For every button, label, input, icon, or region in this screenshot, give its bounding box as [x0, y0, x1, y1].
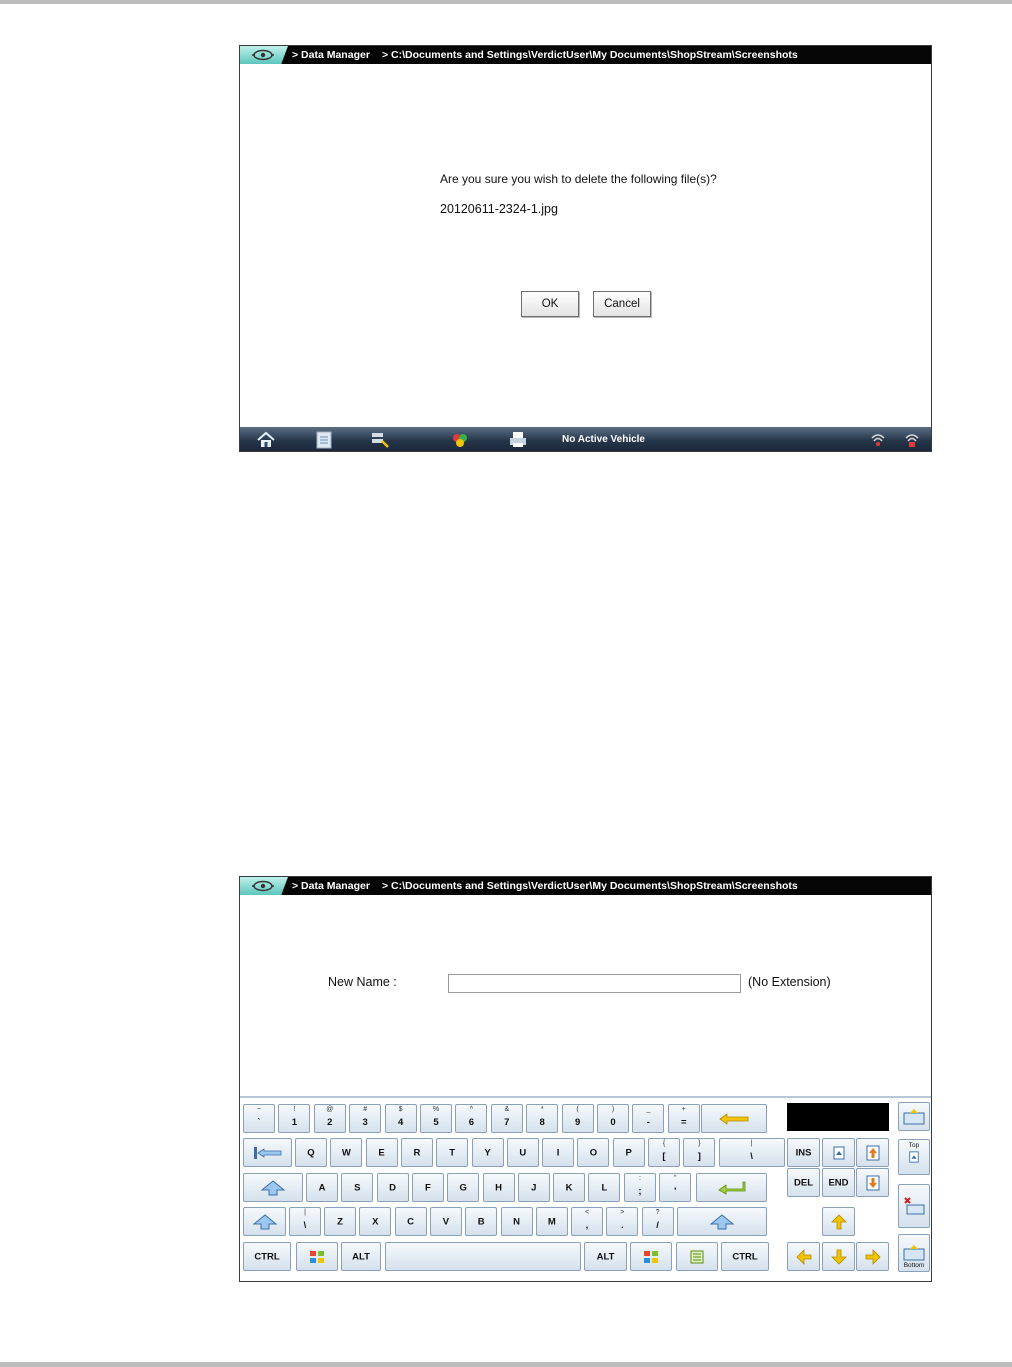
- key-shift-label: @: [326, 1106, 334, 1113]
- printer-icon[interactable]: [508, 430, 528, 449]
- key-v[interactable]: [430, 1207, 462, 1236]
- key-symbol-1[interactable]: [683, 1138, 715, 1167]
- key-1[interactable]: [278, 1104, 310, 1133]
- key-shift-label: *: [540, 1106, 544, 1113]
- key-symbol-r3-0[interactable]: [624, 1173, 656, 1202]
- key-main-label: ': [674, 1186, 677, 1197]
- key-main-label: -: [646, 1117, 650, 1128]
- key-shift-label: ): [611, 1106, 615, 1113]
- color-palette-icon[interactable]: [450, 430, 470, 449]
- arrow-down-key[interactable]: [822, 1242, 855, 1271]
- key-label: I: [556, 1147, 560, 1158]
- key-main-label: 2: [327, 1117, 333, 1128]
- enter-key[interactable]: [696, 1173, 767, 1202]
- key-label: G: [459, 1182, 467, 1193]
- page-up-key[interactable]: [856, 1138, 889, 1167]
- caps-lock-key[interactable]: [243, 1173, 303, 1202]
- key-w[interactable]: [330, 1138, 362, 1167]
- key-main-label: 9: [574, 1117, 581, 1128]
- delete-confirm-screen: [239, 45, 932, 452]
- key-main-label: 3: [362, 1117, 368, 1128]
- right-shift-key[interactable]: [677, 1207, 767, 1236]
- key-label: C: [407, 1216, 415, 1227]
- key-main-label: /: [656, 1220, 659, 1231]
- key-4[interactable]: [385, 1104, 417, 1133]
- ok-button[interactable]: OK: [521, 291, 579, 317]
- key-symbol-r3-1[interactable]: [659, 1173, 691, 1202]
- key-label: V: [442, 1216, 450, 1227]
- key-label: END: [828, 1177, 849, 1188]
- key-main-label: 0: [610, 1117, 616, 1128]
- key-8[interactable]: [526, 1104, 558, 1133]
- key-r[interactable]: [401, 1138, 433, 1167]
- end-key[interactable]: [822, 1168, 855, 1197]
- vehicle-status: No Active Vehicle: [562, 434, 645, 445]
- key-shift-label: <: [584, 1209, 590, 1216]
- key-shift-label: %: [432, 1106, 440, 1113]
- key-shift-label: +: [681, 1106, 686, 1113]
- key-label: ALT: [352, 1251, 370, 1262]
- key-shift-label: {: [662, 1140, 666, 1147]
- on-screen-keyboard: [240, 1096, 931, 1282]
- key-main-label: [: [662, 1151, 666, 1162]
- key-label: P: [625, 1147, 632, 1158]
- key-9[interactable]: [562, 1104, 594, 1133]
- key-shift-label: _: [646, 1106, 651, 1113]
- key-label: Z: [337, 1216, 343, 1227]
- arrow-up-key[interactable]: [822, 1207, 855, 1236]
- key-h[interactable]: [483, 1173, 515, 1202]
- key-main-label: ]: [697, 1151, 701, 1162]
- right-ctrl-key[interactable]: [721, 1242, 769, 1271]
- key-label: T: [449, 1147, 456, 1158]
- key-shift-label: |: [750, 1140, 753, 1147]
- key-k[interactable]: [553, 1173, 585, 1202]
- cancel-button[interactable]: Cancel: [593, 291, 651, 317]
- key-shift-label: $: [398, 1106, 403, 1113]
- key-z[interactable]: [324, 1207, 356, 1236]
- key-s[interactable]: [341, 1173, 373, 1202]
- key-6[interactable]: [455, 1104, 487, 1133]
- page-bottom-rule: [0, 1362, 1012, 1367]
- key-u[interactable]: [507, 1138, 539, 1167]
- key-label: ALT: [596, 1251, 615, 1262]
- key-7[interactable]: [491, 1104, 523, 1133]
- arrow-right-key[interactable]: [856, 1242, 889, 1271]
- key-q[interactable]: [295, 1138, 327, 1167]
- key-label: E: [378, 1147, 385, 1158]
- key-label: B: [477, 1216, 485, 1227]
- key-main-label: \: [750, 1151, 753, 1162]
- key-e[interactable]: [366, 1138, 398, 1167]
- key-symbol-2[interactable]: [719, 1138, 785, 1167]
- key-main-label: `: [257, 1117, 261, 1128]
- tab-key[interactable]: [243, 1138, 292, 1167]
- breadcrumb-path: > C:\Documents and Settings\VerdictUser\My Documents\ShopStream\Screenshots: [382, 49, 798, 61]
- key-shift-label: }: [698, 1140, 701, 1147]
- key-x[interactable]: [359, 1207, 391, 1236]
- arrow-left-key[interactable]: [787, 1242, 820, 1271]
- key-symbol-r4-0[interactable]: [571, 1207, 603, 1236]
- key-label: K: [565, 1182, 573, 1193]
- home-key[interactable]: [822, 1138, 855, 1167]
- key-main-label: 5: [433, 1117, 439, 1128]
- key-main-label: 7: [504, 1117, 510, 1128]
- key-shift-label: ^: [469, 1106, 474, 1113]
- key-label: INS: [795, 1147, 812, 1158]
- key--[interactable]: [632, 1104, 664, 1133]
- breadcrumb-section[interactable]: > Data Manager: [292, 880, 370, 892]
- key-label: H: [495, 1182, 502, 1193]
- key-label: W: [341, 1147, 351, 1158]
- key-main-label: =: [681, 1117, 687, 1128]
- key-symbol-r4-2[interactable]: [642, 1207, 674, 1236]
- key-main-label: ;: [638, 1186, 642, 1197]
- key-label: R: [413, 1147, 421, 1158]
- keyboard-bottom-key[interactable]: [898, 1234, 930, 1272]
- left-windows-key[interactable]: [296, 1242, 338, 1271]
- key-backslash[interactable]: [289, 1207, 321, 1236]
- key-shift-label: !: [293, 1106, 296, 1113]
- key-shift-label: (: [576, 1106, 579, 1113]
- key-c[interactable]: [395, 1207, 427, 1236]
- key-shift-label: |: [304, 1209, 306, 1216]
- backspace-key[interactable]: [701, 1104, 767, 1133]
- key-main-label: 6: [468, 1117, 475, 1128]
- context-menu-key[interactable]: [676, 1242, 718, 1271]
- key-y[interactable]: [472, 1138, 504, 1167]
- logo-icon: [252, 879, 274, 893]
- key-o[interactable]: [577, 1138, 609, 1167]
- wireless-icon[interactable]: [902, 430, 922, 449]
- key-label: D: [389, 1182, 397, 1193]
- key-shift-label: ": [674, 1175, 677, 1182]
- key-shift-label: >: [620, 1209, 625, 1216]
- logo-tab[interactable]: [240, 877, 288, 895]
- bottom-label: Bottom: [903, 1262, 925, 1269]
- notepad-icon[interactable]: [314, 430, 334, 449]
- key-label: M: [547, 1216, 556, 1227]
- key-l[interactable]: [588, 1173, 620, 1202]
- key-`[interactable]: [243, 1104, 275, 1133]
- keyboard-close-key[interactable]: [898, 1184, 930, 1228]
- key-j[interactable]: [518, 1173, 550, 1202]
- key-shift-label: ~: [256, 1106, 262, 1113]
- key-2[interactable]: [314, 1104, 346, 1133]
- left-ctrl-key[interactable]: [243, 1242, 291, 1271]
- new-name-label: New Name :: [328, 975, 397, 989]
- key-label: O: [589, 1147, 598, 1158]
- title-bar: [240, 46, 931, 64]
- key-main-label: .: [620, 1220, 624, 1231]
- key-label: S: [354, 1182, 361, 1193]
- signal-icon[interactable]: [868, 430, 888, 449]
- key-label: N: [513, 1216, 520, 1227]
- key-a[interactable]: [306, 1173, 338, 1202]
- left-shift-key[interactable]: [243, 1207, 286, 1236]
- key-symbol-0[interactable]: [648, 1138, 680, 1167]
- key-=[interactable]: [668, 1104, 700, 1133]
- key-label: L: [601, 1182, 608, 1193]
- space-key[interactable]: [385, 1242, 581, 1271]
- key-g[interactable]: [447, 1173, 479, 1202]
- delete-key[interactable]: [787, 1168, 820, 1197]
- key-main-label: 4: [397, 1117, 404, 1128]
- key-f[interactable]: [412, 1173, 444, 1202]
- page-top-rule: [0, 0, 1012, 4]
- key-label: J: [531, 1182, 537, 1193]
- insert-key[interactable]: [787, 1138, 820, 1167]
- page-down-key[interactable]: [856, 1168, 889, 1197]
- key-5[interactable]: [420, 1104, 452, 1133]
- key-n[interactable]: [501, 1207, 533, 1236]
- key-main-label: \: [303, 1220, 307, 1231]
- key-label: DEL: [794, 1177, 813, 1188]
- delete-question: Are you sure you wish to delete the following file(s)?: [440, 172, 717, 186]
- key-shift-label: #: [363, 1106, 368, 1113]
- keyboard-move-up-key[interactable]: [898, 1102, 930, 1131]
- key-3[interactable]: [349, 1104, 381, 1133]
- logo-icon: [252, 48, 274, 62]
- key-label: A: [318, 1182, 326, 1193]
- key-label: CTRL: [254, 1251, 280, 1262]
- key-shift-label: &: [504, 1106, 510, 1113]
- title-bar: [240, 877, 931, 895]
- key-label: X: [372, 1216, 379, 1227]
- left-alt-key[interactable]: [341, 1242, 381, 1271]
- key-label: Q: [307, 1147, 315, 1158]
- logo-tab[interactable]: [240, 46, 288, 64]
- breadcrumb-path: > C:\Documents and Settings\VerdictUser\My Documents\ShopStream\Screenshots: [382, 880, 798, 892]
- delete-filename: 20120611-2324-1.jpg: [440, 202, 558, 216]
- key-main-label: ,: [585, 1220, 589, 1231]
- top-label: Top: [908, 1142, 920, 1149]
- right-alt-key[interactable]: [584, 1242, 627, 1271]
- key-label: CTRL: [732, 1251, 758, 1262]
- key-label: F: [424, 1182, 431, 1193]
- key-main-label: 1: [291, 1117, 298, 1128]
- key-shift-label: :: [639, 1175, 641, 1182]
- key-shift-label: ?: [655, 1209, 660, 1216]
- taskbar: [240, 427, 931, 452]
- key-d[interactable]: [377, 1173, 409, 1202]
- key-t[interactable]: [436, 1138, 468, 1167]
- new-name-input[interactable]: [448, 974, 741, 993]
- key-m[interactable]: [536, 1207, 568, 1236]
- keyboard-top-key[interactable]: [898, 1139, 930, 1175]
- keyboard-display: [787, 1103, 889, 1131]
- key-main-label: 8: [539, 1117, 545, 1128]
- key-p[interactable]: [613, 1138, 645, 1167]
- key-label: Y: [484, 1147, 491, 1158]
- right-windows-key[interactable]: [630, 1242, 672, 1271]
- no-extension-note: (No Extension): [748, 975, 831, 989]
- key-label: U: [519, 1147, 527, 1158]
- key-b[interactable]: [465, 1207, 497, 1236]
- key-0[interactable]: [597, 1104, 629, 1133]
- key-i[interactable]: [542, 1138, 574, 1167]
- key-symbol-r4-1[interactable]: [606, 1207, 638, 1236]
- tools-icon[interactable]: [370, 430, 390, 449]
- rename-screen: [239, 876, 932, 1282]
- breadcrumb-section[interactable]: > Data Manager: [292, 49, 370, 61]
- home-icon[interactable]: [256, 430, 276, 449]
